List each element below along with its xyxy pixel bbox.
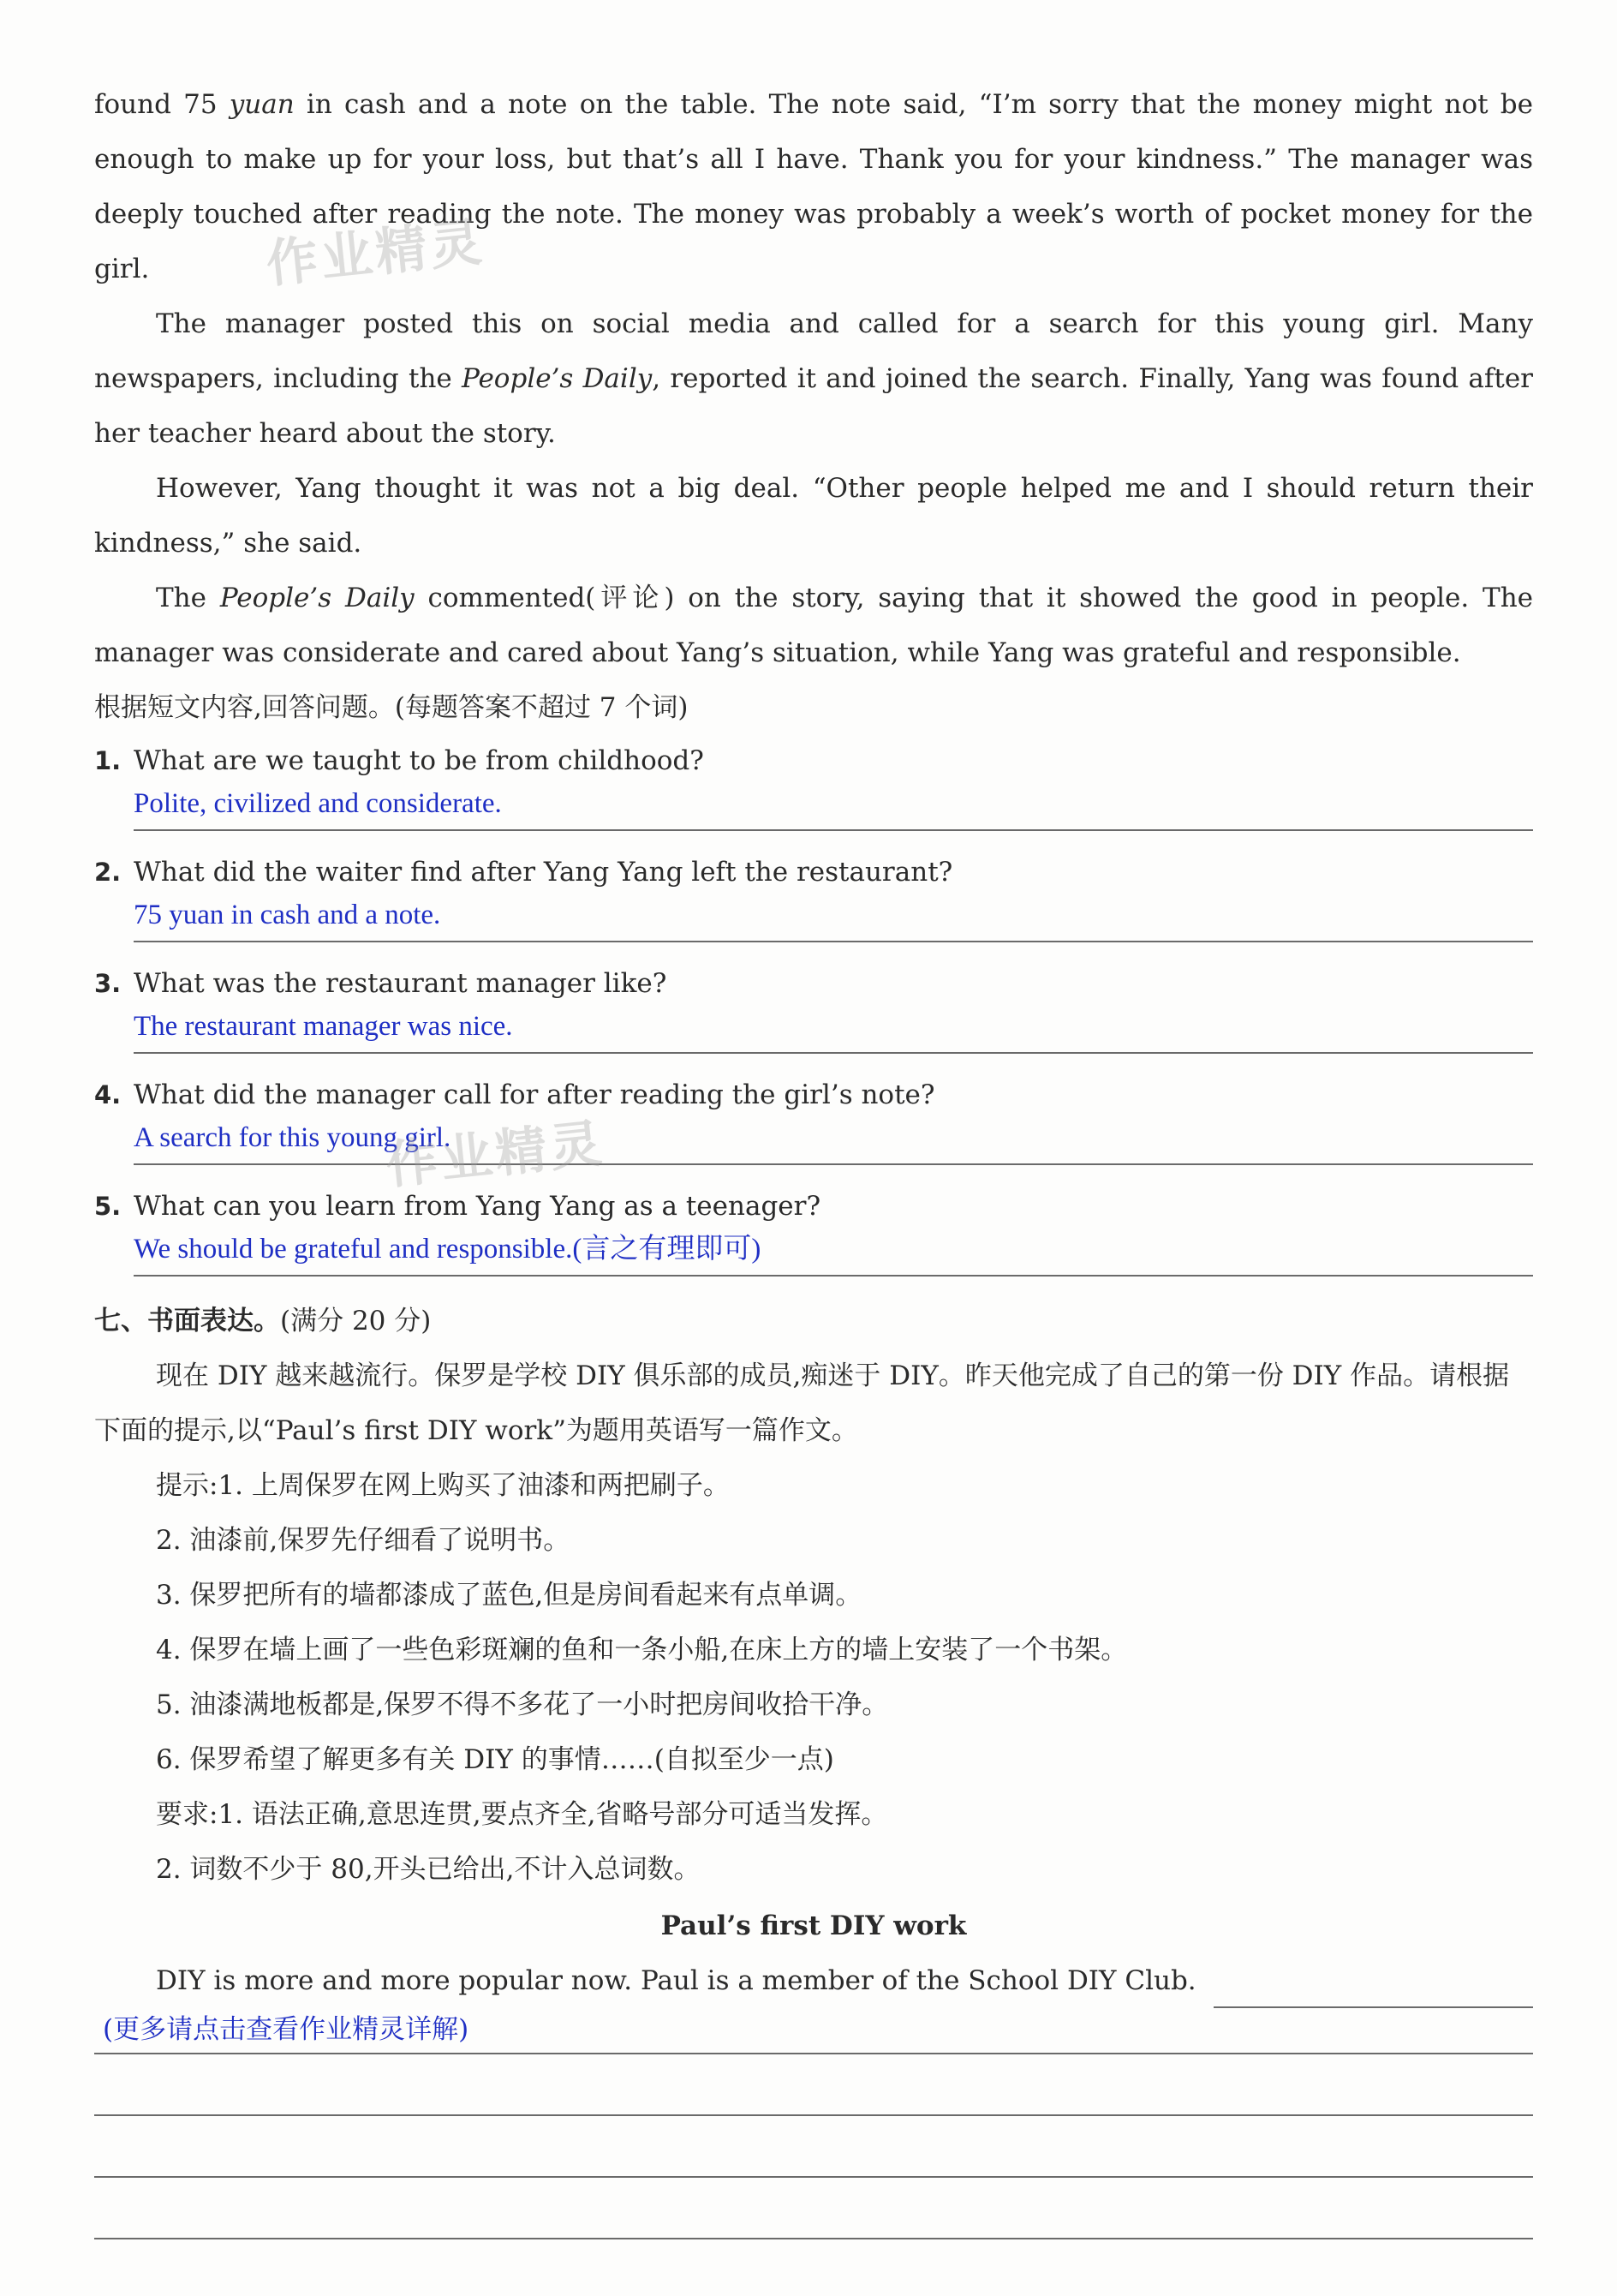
more-details-link[interactable]: (更多请点击查看作业精灵详解) [94,2008,1533,2054]
watermark: 作业精灵 [263,212,488,296]
writing-tip: 5. 油漆满地板都是,保罗不得不多花了一小时把房间收拾干净。 [156,1689,889,1720]
watermark: 作业精灵 [383,1113,608,1197]
question-2: 2. What did the waiter find after Yang Yang left the restaurant? 75 yuan in cash and a note. [94,848,1533,942]
writing-line[interactable] [94,2178,1533,2239]
passage-paragraph-3: However, Yang thought it was not a big deal. “Other people helped me and I should return their kindness,” she said. [94,473,1533,559]
question-text: What can you learn from Yang Yang as a teenager? [134,1191,821,1222]
writing-tip: 4. 保罗在墙上画了一些色彩斑斓的鱼和一条小船,在床上方的墙上安装了一个书架。 [156,1635,1128,1665]
passage-paragraph-4: The People’s Daily commented(评论) on the story, saying that it showed the good in people. The manager was considerate and cared about Yang’s situation, while Yang was grateful and responsible. [94,583,1534,668]
essay-opening: DIY is more and more popular now. Paul is a member of the School DIY Club. [94,1953,1533,2008]
writing-blank[interactable] [1214,1969,1533,2008]
question-5: 5. What can you learn from Yang Yang as a teenager? We should be grateful and responsible.(言之有理即可) [94,1182,1533,1277]
answer-line: A search for this young girl. [134,1119,1533,1165]
writing-requirement: 2. 词数不少于 80,开头已给出,不计入总词数。 [156,1854,701,1885]
answer-line: Polite, civilized and considerate. [134,785,1533,831]
essay-title: Paul’s first DIY work [660,1910,967,1941]
writing-requirement: 要求:1. 语法正确,意思连贯,要点齐全,省略号部分可适当发挥。 [156,1799,888,1830]
questions-instruction: 根据短文内容,回答问题。(每题答案不超过 7 个词) [94,692,689,723]
question-1: 1. What are we taught to be from childhood? Polite, civilized and considerate. [94,737,1533,831]
worksheet-page [94,77,1533,2239]
answer-line: We should be grateful and responsible.(言之有理即可) [134,1230,1533,1277]
writing-tip: 提示:1. 上周保罗在网上购买了油漆和两把刷子。 [156,1470,730,1501]
section-7-heading: 七、书面表达。(满分 20 分) [94,1306,432,1336]
question-text: What did the waiter find after Yang Yang left the restaurant? [134,857,953,888]
passage-paragraph-2: The manager posted this on social media and called for a search for this young girl. Many newspapers, including the People’s Daily, reported it and joined the search. Finally, Yang was found after her teacher heard about the story. [94,308,1533,449]
question-4: 4. What did the manager call for after reading the girl’s note? A search for this young girl. [94,1071,1533,1165]
writing-tip: 6. 保罗希望了解更多有关 DIY 的事情……(自拟至少一点) [156,1744,834,1775]
question-3: 3. What was the restaurant manager like? The restaurant manager was nice. [94,960,1533,1054]
writing-line[interactable] [94,2054,1533,2116]
writing-prompt-intro: 现在 DIY 越来越流行。保罗是学校 DIY 俱乐部的成员,痴迷于 DIY。昨天他完成了自己的第一份 DIY 作品。请根据下面的提示,以“Paul’s first DIY work”为题用英语写一篇作文。 [94,1360,1510,1446]
answer-line: 75 yuan in cash and a note. [134,896,1533,942]
answer-line: The restaurant manager was nice. [134,1007,1533,1054]
writing-tip: 3. 保罗把所有的墙都漆成了蓝色,但是房间看起来有点单调。 [156,1580,862,1611]
question-text: What are we taught to be from childhood? [134,745,704,776]
question-text: What did the manager call for after reading the girl’s note? [134,1079,935,1110]
writing-tip: 2. 油漆前,保罗先仔细看了说明书。 [156,1525,570,1556]
passage-paragraph-1: found 75 yuan in cash and a note on the table. The note said, “I’m sorry that the money might not be enough to make up for your loss, but that’s all I have. Thank you for your kindness.” The manager was deeply touched after reading the note. The money was probably a week’s worth of pocket money for the girl. [94,89,1533,284]
question-text: What was the restaurant manager like? [134,968,667,999]
writing-line[interactable] [94,2116,1533,2178]
